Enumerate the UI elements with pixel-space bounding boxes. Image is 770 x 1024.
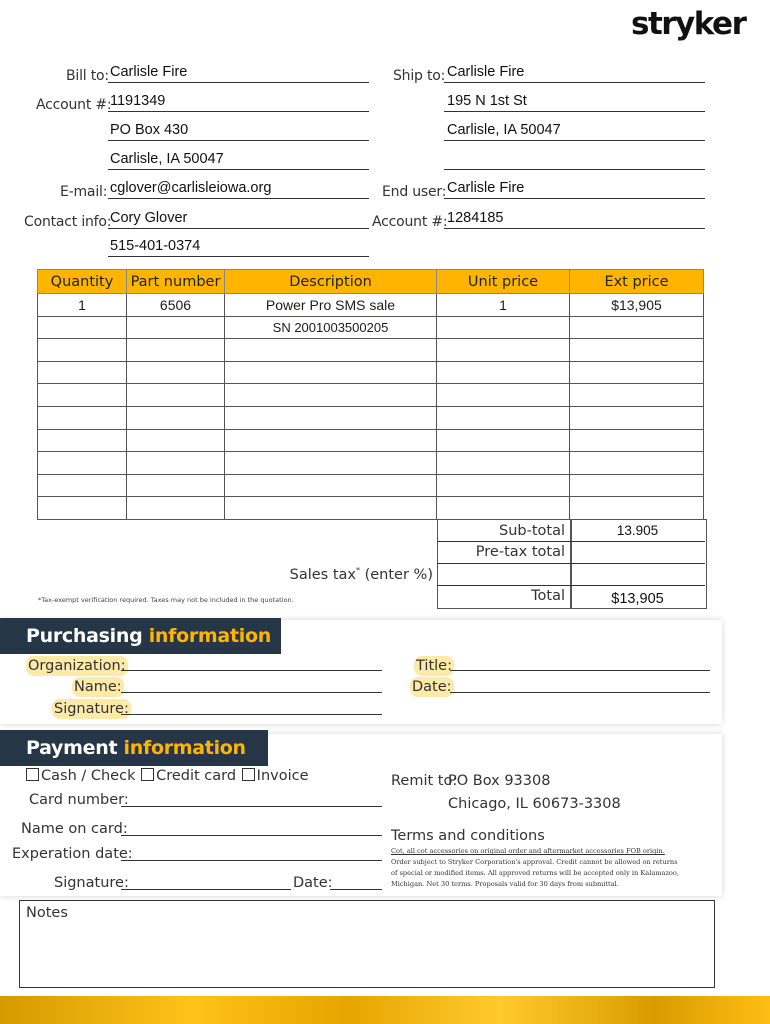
- table-cell[interactable]: [127, 361, 225, 384]
- remit-to-line1: PO Box 93308: [448, 773, 551, 789]
- table-row: [38, 497, 704, 520]
- table-cell[interactable]: Power Pro SMS sale: [225, 294, 437, 317]
- table-cell[interactable]: 1: [437, 294, 570, 317]
- ship-account-value[interactable]: 1284185: [447, 210, 504, 226]
- table-cell[interactable]: [225, 497, 437, 520]
- payment-signature-line[interactable]: [121, 889, 291, 890]
- ship-account-label: Account #:: [372, 214, 448, 230]
- table-cell[interactable]: SN 2001003500205: [225, 316, 437, 339]
- expiration-date-label: Experation date:: [12, 846, 133, 862]
- table-cell[interactable]: [38, 339, 127, 362]
- table-cell[interactable]: [437, 452, 570, 475]
- ship-to-label: Ship to:: [393, 68, 446, 84]
- subtotal-value[interactable]: 13.905: [616, 523, 659, 538]
- table-cell[interactable]: [437, 384, 570, 407]
- table-row: [38, 384, 704, 407]
- table-cell[interactable]: [38, 316, 127, 339]
- table-cell[interactable]: [225, 384, 437, 407]
- column-header-unit-price: Unit price: [437, 270, 570, 294]
- table-row: [38, 294, 704, 317]
- contact-label: Contact info:: [24, 214, 112, 230]
- table-cell[interactable]: [127, 429, 225, 452]
- table-cell[interactable]: [225, 361, 437, 384]
- table-row: [38, 429, 704, 452]
- payment-signature-label: Signature:: [54, 875, 129, 891]
- card-number-line[interactable]: [121, 806, 382, 807]
- terms-line-2: Order subject to Stryker Corporation's approval. Credit cannot be allowed on returns: [391, 858, 678, 866]
- table-cell[interactable]: [437, 316, 570, 339]
- table-cell[interactable]: [38, 474, 127, 497]
- sales-tax-suffix: (enter %): [360, 566, 433, 583]
- table-row: [38, 339, 704, 362]
- table-cell[interactable]: [570, 406, 704, 429]
- table-row: [38, 316, 704, 339]
- stryker-logo: stryker: [631, 6, 746, 42]
- account-line: [108, 111, 369, 112]
- date-line[interactable]: [450, 692, 710, 693]
- terms-line-4: Michigan. Net 30 terms. Proposals valid for 30 days from submittal.: [391, 880, 619, 888]
- table-cell[interactable]: [225, 429, 437, 452]
- table-cell[interactable]: [437, 429, 570, 452]
- phone-value[interactable]: 515-401-0374: [110, 238, 201, 254]
- column-header-quantity: Quantity: [38, 270, 127, 294]
- table-cell[interactable]: [437, 339, 570, 362]
- table-cell[interactable]: [225, 339, 437, 362]
- subtotal-label: Sub-total: [499, 523, 565, 539]
- email-value[interactable]: cglover@carlisleiowa.org: [110, 180, 272, 196]
- payment-heading-plain: Payment: [26, 737, 124, 759]
- contact-line: [108, 228, 369, 229]
- invoice-checkbox[interactable]: [242, 768, 255, 781]
- payment-heading-accent: information: [123, 737, 246, 759]
- column-header-part-number: Part number: [127, 270, 225, 294]
- bill-address1-value[interactable]: PO Box 430: [110, 122, 189, 138]
- column-header-description: Description: [225, 270, 437, 294]
- table-cell[interactable]: 1: [38, 294, 127, 317]
- bill-address2-value[interactable]: Carlisle, IA 50047: [110, 151, 224, 167]
- total-value[interactable]: $13,905: [611, 591, 664, 607]
- bill-to-value[interactable]: Carlisle Fire: [110, 64, 188, 80]
- table-cell[interactable]: [225, 452, 437, 475]
- card-number-label: Card number:: [29, 792, 129, 808]
- table-cell[interactable]: [38, 361, 127, 384]
- ship-account-line: [444, 228, 705, 229]
- cash-check-label: Cash / Check: [41, 768, 136, 784]
- expiration-date-line[interactable]: [121, 860, 382, 861]
- payment-method-options: [26, 768, 309, 784]
- purchasing-heading-accent: information: [148, 625, 271, 647]
- table-cell[interactable]: [38, 429, 127, 452]
- totals-divider-1: [437, 541, 705, 542]
- sales-tax-label: [280, 566, 433, 583]
- table-cell[interactable]: [127, 406, 225, 429]
- column-header-ext-price: Ext price: [570, 270, 704, 294]
- bill-address2-line: [108, 169, 369, 170]
- notes-label: Notes: [26, 905, 68, 921]
- table-row: [38, 474, 704, 497]
- ship-blank-line: [444, 169, 705, 170]
- table-cell[interactable]: [127, 474, 225, 497]
- tax-footnote: *Tax-exempt verification required. Taxes may not be included in the quotation.: [38, 596, 294, 604]
- account-value[interactable]: 1191349: [110, 93, 166, 109]
- account-label: Account #:: [36, 97, 112, 113]
- name-on-card-line[interactable]: [121, 835, 382, 836]
- table-cell[interactable]: [127, 384, 225, 407]
- table-cell[interactable]: [570, 339, 704, 362]
- organization-line[interactable]: [121, 670, 382, 671]
- credit-card-label: Credit card: [156, 768, 237, 784]
- table-cell[interactable]: [437, 406, 570, 429]
- table-cell[interactable]: [437, 474, 570, 497]
- table-cell[interactable]: 6506: [127, 294, 225, 317]
- table-cell[interactable]: [127, 452, 225, 475]
- table-cell[interactable]: [570, 497, 704, 520]
- email-line: [108, 198, 369, 199]
- items-table: [37, 269, 704, 520]
- payment-date-line[interactable]: [330, 889, 382, 890]
- end-user-value[interactable]: Carlisle Fire: [447, 180, 525, 196]
- table-cell[interactable]: [570, 429, 704, 452]
- ship-address1-line: [444, 111, 705, 112]
- footer-band: [0, 996, 770, 1024]
- date-label: Date:: [412, 679, 452, 695]
- bill-to-line: [108, 82, 369, 83]
- table-row: [38, 406, 704, 429]
- terms-line-3: of special or modified items. All approved returns will be accepted only in Kalamazoo,: [391, 869, 679, 877]
- contact-value[interactable]: Cory Glover: [110, 210, 188, 226]
- table-row: [38, 361, 704, 384]
- signature-label: Signature:: [54, 701, 129, 717]
- table-cell[interactable]: [127, 497, 225, 520]
- sales-tax-text: Sales tax: [289, 566, 356, 583]
- ship-to-value[interactable]: Carlisle Fire: [447, 64, 525, 80]
- table-cell[interactable]: [437, 497, 570, 520]
- name-line[interactable]: [121, 692, 382, 693]
- remit-to-label: Remit to:: [391, 773, 458, 789]
- terms-title: Terms and conditions: [391, 828, 545, 844]
- phone-line: [108, 256, 369, 257]
- terms-line-1: Cot, all cot accessories on original order and aftermarket accessories FOB origin.: [391, 847, 665, 855]
- totals-divider-3: [437, 585, 705, 586]
- name-on-card-label: Name on card:: [21, 821, 128, 837]
- table-cell[interactable]: [570, 452, 704, 475]
- remit-to-line2: Chicago, IL 60673-3308: [448, 796, 621, 812]
- title-label: Title:: [416, 658, 452, 674]
- purchasing-heading: [0, 618, 281, 654]
- table-cell[interactable]: [225, 406, 437, 429]
- sales-tax-footnote-mark: *: [356, 566, 360, 575]
- name-label: Name:: [74, 679, 122, 695]
- table-cell[interactable]: [570, 316, 704, 339]
- title-line[interactable]: [450, 670, 710, 671]
- terms-text: [391, 846, 711, 890]
- table-cell[interactable]: [570, 384, 704, 407]
- total-label: Total: [531, 588, 565, 604]
- table-cell[interactable]: [570, 474, 704, 497]
- ship-to-line: [444, 82, 705, 83]
- table-cell[interactable]: [570, 361, 704, 384]
- payment-heading: [0, 730, 268, 766]
- table-cell[interactable]: [225, 474, 437, 497]
- ship-address1-value[interactable]: 195 N 1st St: [447, 93, 527, 109]
- table-cell[interactable]: [38, 406, 127, 429]
- ship-address2-line: [444, 140, 705, 141]
- organization-label: Organization:: [28, 658, 126, 674]
- table-cell[interactable]: [127, 339, 225, 362]
- items-header-row: [38, 270, 704, 294]
- bill-to-label: Bill to:: [66, 68, 109, 84]
- ship-address2-value[interactable]: Carlisle, IA 50047: [447, 122, 561, 138]
- end-user-label: End user:: [382, 184, 447, 200]
- purchasing-heading-plain: Purchasing: [26, 625, 149, 647]
- table-cell[interactable]: [38, 384, 127, 407]
- credit-card-checkbox[interactable]: [141, 768, 154, 781]
- table-cell[interactable]: $13,905: [570, 294, 704, 317]
- notes-box[interactable]: [19, 900, 715, 988]
- cash-check-checkbox[interactable]: [26, 768, 39, 781]
- email-label: E-mail:: [60, 184, 108, 200]
- table-cell[interactable]: [437, 361, 570, 384]
- pretax-label: Pre-tax total: [475, 544, 565, 560]
- table-cell[interactable]: [127, 316, 225, 339]
- signature-line[interactable]: [121, 714, 382, 715]
- table-row: [38, 452, 704, 475]
- totals-divider-2: [437, 563, 705, 564]
- end-user-line: [444, 198, 705, 199]
- payment-date-label: Date:: [293, 875, 333, 891]
- invoice-label: Invoice: [256, 768, 309, 784]
- table-cell[interactable]: [38, 452, 127, 475]
- bill-address1-line: [108, 140, 369, 141]
- table-cell[interactable]: [38, 497, 127, 520]
